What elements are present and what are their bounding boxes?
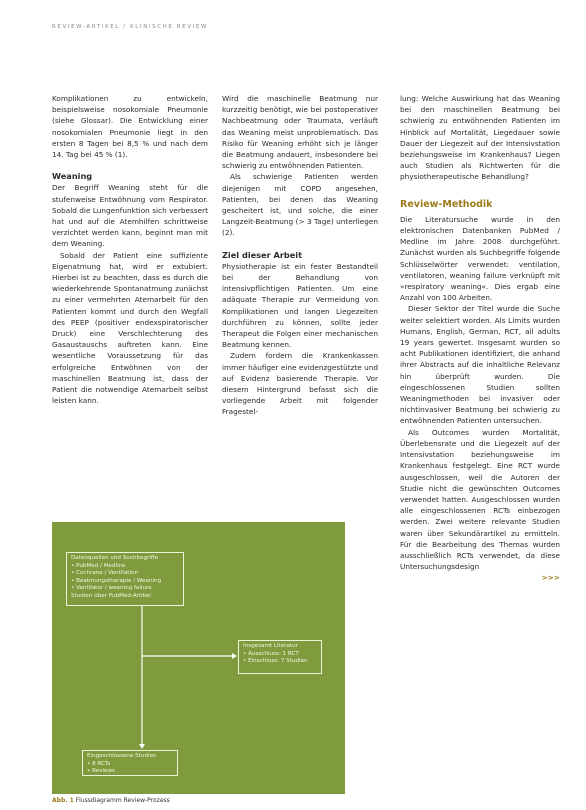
- flowchart-box-included: [82, 750, 178, 776]
- box-line: • PubMed / Medline: [71, 562, 126, 569]
- running-head: REVIEW-ARTIKEL / KLINISCHE REVIEW: [52, 24, 209, 30]
- continued-marker: >>>: [541, 573, 560, 583]
- heading-review-methodik: Review-Methodik: [400, 198, 493, 210]
- figure-caption: [52, 797, 170, 804]
- paragraph: Komplikationen zu entwickeln, beispielsweise nosokomiale Pneumonie (siehe Glossar). Die Entwicklung einer nosokomialen Pneumonie liegt in den ersten 8 Tagen bei 8,5 % und nach dem 14. Tag bei 45 % (1).: [52, 94, 208, 160]
- arrow-head-right: [232, 653, 237, 659]
- box-line: • Ausschluss: 1 RCT: [243, 650, 299, 657]
- box-line: • Einschluss: 7 Studien: [243, 658, 308, 664]
- flowchart-box-literature: [238, 640, 322, 674]
- box-line: Eingeschlossene Studien: [87, 753, 157, 759]
- box-line: • 8 RCTs: [87, 760, 111, 767]
- paragraph: Wird die maschinelle Beatmung nur kurzzeitig benötigt, wie bei postoperativer Nachbeatmung oder Traumata, verläuft das Weaning meist unproblematisch. Das Risiko für Weaning erhöht sich je länger die Beatmung andauert, insbesondere bei schwierig zu entwöhnenden Patienten.: [222, 94, 378, 171]
- flowchart-figure: [52, 522, 345, 794]
- paragraph: Physiotherapie ist ein fester Bestandteil bei der Behandlung von intensivpflichtigen Patienten. Um eine adäquate Therapie zur Vermeidung von Komplikationen und langen Liegezeiten durchführen zu können, sollte jeder Therapeut die Folgen einer mechanischen Beatmung kennen.: [222, 261, 378, 350]
- caption-text: Flussdiagramm Review-Prozess: [75, 797, 170, 804]
- box-line: Insgesamt Literatur: [243, 643, 298, 649]
- paragraph: Dieser Sektor der Titel wurde die Suche weiter selektiert worden. Als Limits wurden Humans, English, German, RCT, all adults 19 years gewertet. Insgesamt wurden so acht Publikationen identifiziert, die anhand ihrer Abstracts auf die inhaltliche Relevanz hin überprüft wurden. Die eingeschlossenen Studien sollten Weaningmethoden bei invasiver oder nichtinvasiver Beatmung bei schwierig zu entwöhnenden Patienten untersuchen.: [400, 304, 560, 426]
- paragraph: Als schwierige Patienten werden diejenigen mit COPD angesehen, Patienten, bei denen das Weaning gescheitert ist, und solche, die einer Langzeit-Beatmung (> 3 Tage) unterliegen (2).: [222, 172, 378, 238]
- text-column-2: [222, 93, 378, 418]
- box-line: • Reviews: [87, 768, 115, 774]
- paragraph: Die Literatursuche wurde in den elektronischen Datenbanken PubMed / Medline im Jahre 2008 durchgeführt. Zunächst wurden als Suchbegriffe folgende Schlüsselwörter verwendet: ventilation, ventilatoren, weaning failure verknüpft mit »respiratory weaning«. Dies ergab eine Anzahl von 100 Arbeiten.: [400, 214, 560, 303]
- paragraph: Als Outcomes wurden Mortalität, Überlebensrate und die Liegezeit auf der Intensivstation beziehungsweise im Krankenhaus festgelegt. Eine RCT wurde ausgeschlossen, weil die Autoren der Studie nicht die gewünschten Outcomes verwendet hatten. Ausgeschlossen wurden alle eingeschlossenen RCTs einbezogen werden. Zwei weitere relevante Studien waren über Sekundärartikel zu ermitteln. Für die Bearbeitung des Themas wurden ausschließlich RCTs verwendet, da diese Untersuchungsdesign: [400, 427, 560, 572]
- box-line: • Ventilator / weaning failure: [71, 585, 152, 591]
- paragraph: Sobald der Patient eine suffiziente Eigenatmung hat, wird er extubiert. Hierbei ist zu beachten, dass es durch die wiederkehrende Spontanatmung zunächst zu einer vermehrten Atemarbeit für den Patienten kommt und durch den Wegfall des PEEP (positiver endexspiratorischer Druck) eine Verschlechterung des Gasaustauschs auftreten kann. Eine wesentliche Voraussetzung für das erfolgreiche Entwöhnen von der maschinellen Beatmung ist, dass der Patient die notwendige Atemarbeit selbst leisten kann.: [52, 250, 208, 406]
- heading-ziel: Ziel dieser Arbeit: [222, 249, 302, 260]
- text-column-1: [52, 93, 208, 406]
- box-line: • Beatmungstherapie / Weaning: [71, 577, 162, 584]
- paragraph: Zudem fordern die Krankenkassen immer häufiger eine evidenzgestützte und auf Evidenz basierende Therapie. Vor diesem Hintergrund befasst sich die vorliegende Arbeit mit folgender Fragestel-: [222, 351, 378, 417]
- paragraph: Der Begriff Weaning steht für die stufenweise Entwöhnung vom Respirator. Sobald die Lungenfunktion sich verbessert hat und auf die Atemhilfen schrittweise verzichtet werden kann, beginnt man mit dem Weaning.: [52, 183, 208, 249]
- arrow-head-down: [139, 744, 145, 749]
- paragraph: lung: Welche Auswirkung hat das Weaning bei den maschinellen Beatmung bei schwierig zu entwöhnenden Patienten im Hinblick auf Mortalität, Liegedauer sowie Dauer der Liegezeit auf der Intensivstation beziehungsweise im Krankenhaus? Liegen auch Studien als Richtwerten für die physiotherapeutische Behandlung?: [400, 94, 560, 182]
- box-line: Datenquellen und Suchbegriffe: [71, 555, 159, 561]
- box-line: • Cochrane / Ventilation: [71, 570, 139, 576]
- box-line: Studien über PubMed-Artikel: [71, 592, 151, 599]
- heading-weaning: Weaning: [52, 171, 93, 182]
- text-column-3: [400, 93, 560, 584]
- caption-label: Abb. 1: [52, 797, 74, 804]
